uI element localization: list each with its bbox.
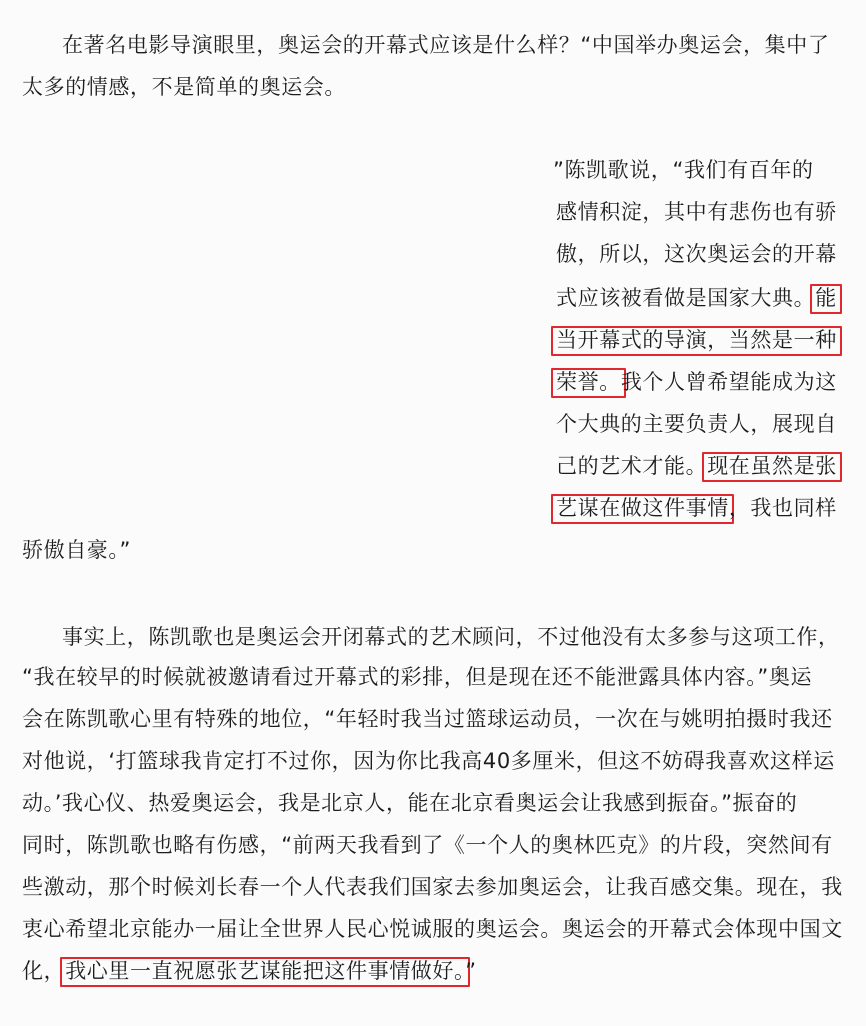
paragraph3-line1: 事实上，陈凯歌也是奥运会开闭幕式的艺术顾问，不过他没有太多参与这项工作， xyxy=(62,625,840,649)
paragraph3-line9-close: ” xyxy=(465,959,477,983)
highlight-box-1a: 能 xyxy=(810,284,842,314)
quote-line8 xyxy=(556,451,837,481)
paragraph3-line9 xyxy=(22,956,477,986)
paragraph3-line4: 对他说，‘打篮球我肯定打不过你，因为你比我高40多厘米，但这不妨碍我喜欢这样运 xyxy=(22,749,835,773)
paragraph3-line6: 同时，陈凯歌也略有伤感，“前两天我看到了《一个人的奥林匹克》的片段，突然间有 xyxy=(22,833,833,857)
quote-line5 xyxy=(556,325,837,355)
highlight-box-1c: 荣誉。 xyxy=(551,368,626,398)
quote-line4 xyxy=(556,283,837,313)
paragraph3-line7: 些激动，那个时候刘长春一个人代表我们国家去参加奥运会，让我百感交集。现在，我 xyxy=(22,875,843,899)
quote-line10: 骄傲自豪。” xyxy=(22,538,131,562)
paragraph3-line3: 会在陈凯歌心里有特殊的地位，“年轻时我当过篮球运动员，一次在与姚明拍摄时我还 xyxy=(22,707,833,731)
paragraph1-line1: 在著名电影导演眼里，奥运会的开幕式应该是什么样？“中国举办奥运会，集中了 xyxy=(62,33,830,57)
highlight-box-1b: 当开幕式的导演，当然是一种 xyxy=(551,326,842,356)
paragraph3-line9-text: 化， xyxy=(22,959,66,983)
paragraph3-line5: 动。’我心仪、热爱奥运会，我是北京人，能在北京看奥运会让我感到振奋。”振奋的 xyxy=(22,791,798,815)
paragraph1-line2: 太多的情感，不是简单的奥运会。 xyxy=(22,75,346,99)
quote-line2: 感情积淀，其中有悲伤也有骄 xyxy=(556,200,837,224)
quote-line7: 个大典的主要负责人，展现自 xyxy=(556,412,837,436)
quote-line1: ”陈凯歌说，“我们有百年的 xyxy=(553,158,814,182)
quote-line9-text: ，我也同样 xyxy=(728,496,837,520)
quote-line6 xyxy=(556,367,837,397)
quote-line3: 傲，所以，这次奥运会的开幕 xyxy=(556,242,837,266)
highlight-box-2a: 现在虽然是张 xyxy=(702,452,842,482)
quote-line4-text: 式应该被看做是国家大典。 xyxy=(556,286,816,310)
paragraph3-line8: 衷心希望北京能办一届让全世界人民心悦诚服的奥运会。奥运会的开幕式会体现中国文 xyxy=(22,917,843,941)
paragraph3-line2: “我在较早的时候就被邀请看过开幕式的彩排，但是现在还不能泄露具体内容。”奥运 xyxy=(22,665,813,689)
quote-line9 xyxy=(556,493,837,523)
quote-line6-text: 我个人曾希望能成为这 xyxy=(620,370,837,394)
quote-line8-text: 己的艺术才能。 xyxy=(556,454,708,478)
highlight-box-3: 我心里一直祝愿张艺谋能把这件事情做好。 xyxy=(60,957,470,987)
highlight-box-2b: 艺谋在做这件事情 xyxy=(551,494,734,524)
